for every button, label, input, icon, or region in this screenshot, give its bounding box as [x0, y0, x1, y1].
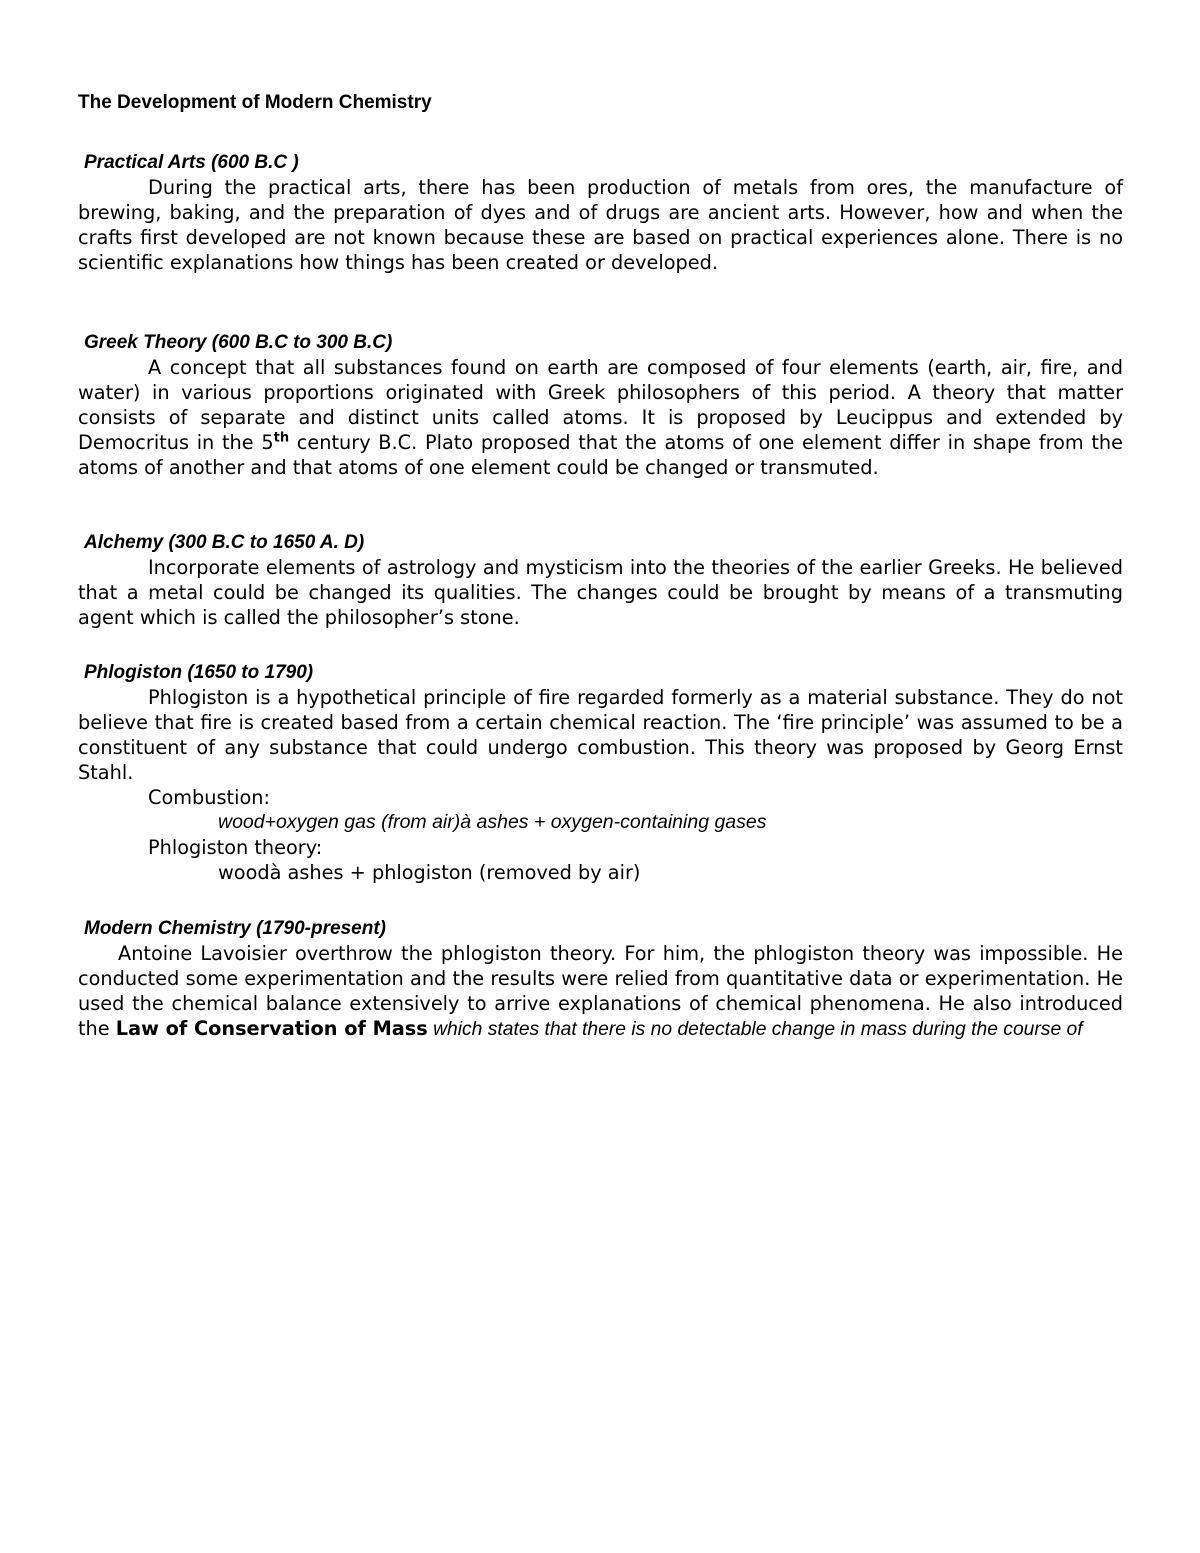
paragraph-text: century B.C. Plato proposed that the atoms of one element differ in shape from the atoms of another and that atoms of one element could be changed or transmuted.	[78, 431, 1123, 479]
section-heading: Greek Theory (600 B.C to 300 B.C)	[84, 332, 393, 353]
section-paragraph	[78, 355, 1123, 480]
law-description: which states that there is no detectable change in mass during the course of	[427, 1019, 1083, 1040]
paragraph-text: A concept that all substances found on earth are composed of four elements (earth, air, fire, and water) in various proportions originated with Greek philosophers of this period. A theory that matter consists of separate and distinct units called atoms. It is proposed by Leucippus and extended by Democritus in the 5	[78, 356, 1123, 454]
section-paragraph: During the practical arts, there has been production of metals from ores, the manufacture of brewing, baking, and the preparation of dyes and of drugs are ancient arts. However, how and when the crafts first developed are not known because these are based on practical experiences alone. There is no scientific explanations how things has been created or developed.	[78, 176, 1123, 274]
section-phlogiston	[78, 660, 1123, 885]
section-paragraph: Incorporate elements of astrology and mysticism into the theories of the earlier Greeks. He believed that a metal could be changed its qualities. The changes could be brought by means of a transmuting agent which is called the philosopher’s stone.	[78, 556, 1123, 629]
law-name: Law of Conservation of Mass	[115, 1017, 428, 1040]
section-paragraph: Phlogiston is a hypothetical principle of fire regarded formerly as a material substance. They do not believe that fire is created based from a certain chemical reaction. The ‘fire principle’ was assumed to be a constituent of any substance that could undergo combustion. This theory was proposed by Georg Ernst Stahl.	[78, 686, 1123, 784]
paragraph-text: Antoine Lavoisier overthrow the phlogiston theory. For him, the phlogiston theory was impossible. He conducted some experimentation and the results were relied from quantitative data or experimentation. He used the chemical balance extensively to arrive explanations of chemical phenomena. He also introduced the	[78, 942, 1123, 1040]
combustion-equation: wood+oxygen gas (from air)à ashes + oxygen-containing gases	[218, 811, 767, 833]
section-heading: Phlogiston (1650 to 1790)	[84, 662, 314, 683]
phlogiston-theory-equation: woodà ashes + phlogiston (removed by air)	[218, 861, 641, 884]
section-greek-theory	[78, 330, 1123, 480]
section-modern-chemistry	[78, 916, 1123, 1042]
phlogiston-theory-label: Phlogiston theory:	[148, 836, 323, 859]
document-title: The Development of Modern Chemistry	[78, 92, 432, 113]
section-heading: Practical Arts (600 B.C )	[84, 152, 299, 173]
combustion-label: Combustion:	[148, 786, 270, 809]
section-heading: Modern Chemistry (1790-present)	[84, 918, 386, 939]
section-practical-arts	[78, 150, 1123, 275]
section-paragraph	[78, 941, 1123, 1042]
superscript: th	[273, 430, 290, 446]
section-heading: Alchemy (300 B.C to 1650 A. D)	[84, 532, 365, 553]
section-alchemy	[78, 530, 1123, 630]
